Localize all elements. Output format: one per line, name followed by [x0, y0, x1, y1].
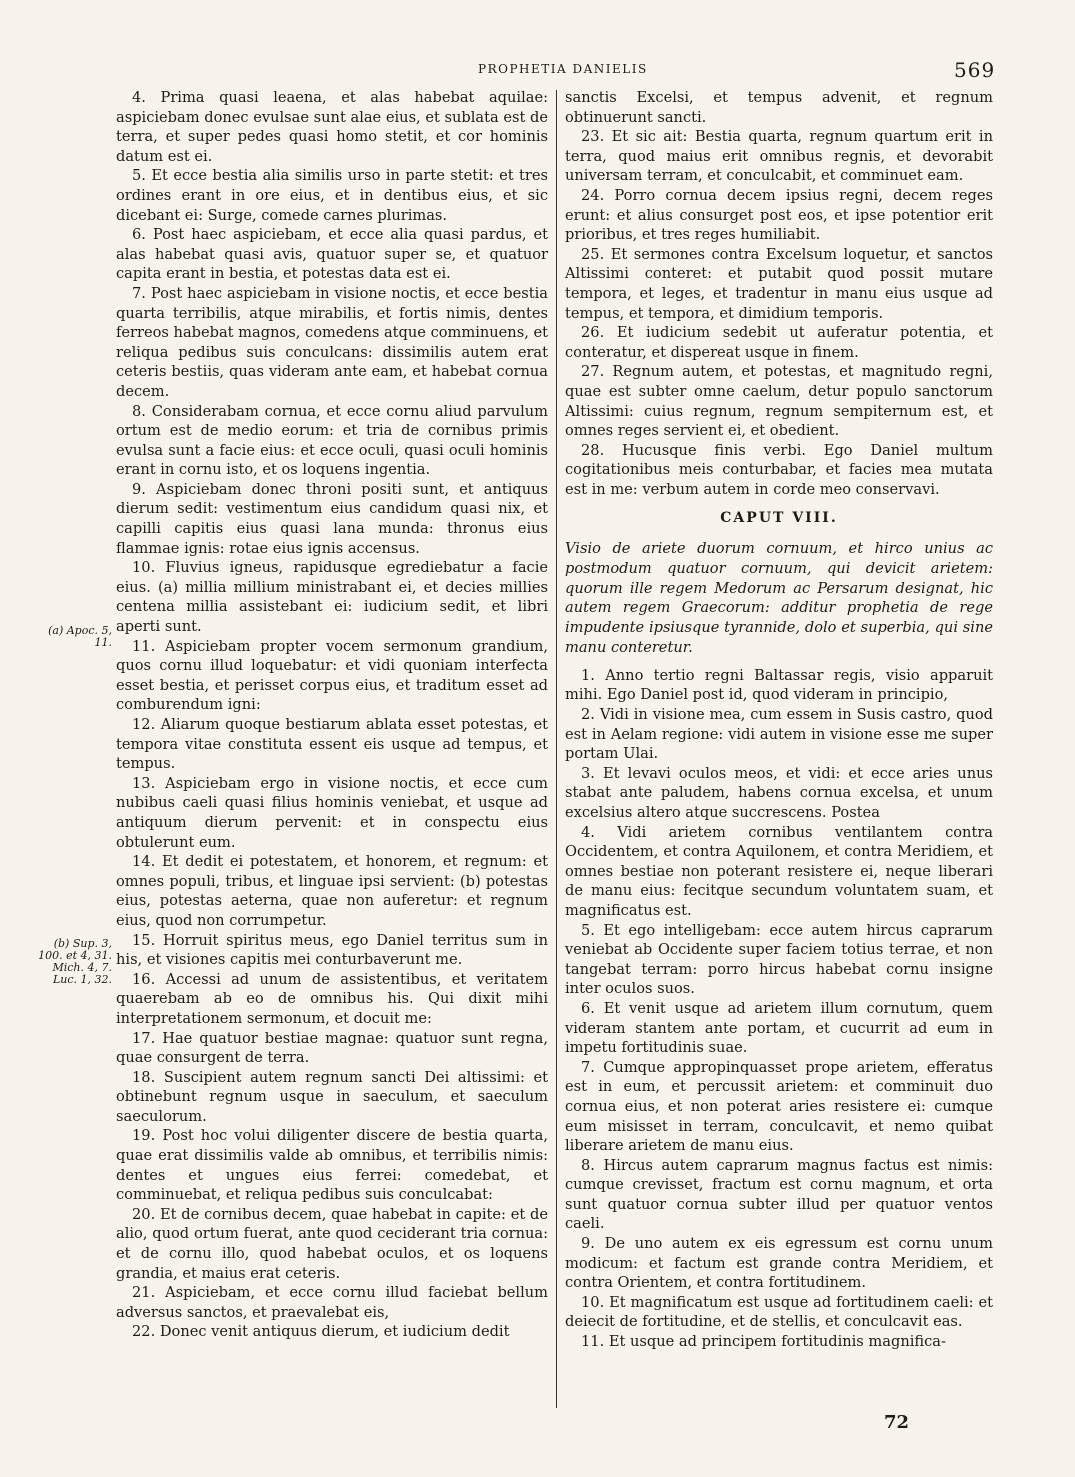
- verse: 19. Post hoc volui diligenter discere de bestia quarta, quae erat dissimilis valde ab omnibus, et terribilis nimis: dentes et ungues eius ferrei: comedebat, et comminuebat, et reliqua pedibus suis conculcabat:: [116, 1127, 548, 1204]
- verse: 28. Hucusque finis verbi. Ego Daniel multum cogitationibus meis conturbabar, et facies mea mutata est in me: verbum autem in corde meo conservavi.: [565, 441, 993, 498]
- column-divider: [556, 90, 557, 1408]
- running-title: PROPHETIA DANIELIS: [478, 62, 648, 76]
- verse: 13. Aspiciebam ergo in visione noctis, et ecce cum nubibus caeli quasi filius hominis veniebat, et usque ad antiquum dierum pervenit: et in conspectu eius obtulerunt eum.: [116, 774, 548, 851]
- verse: 3. Et levavi oculos meos, et vidi: et ecce aries unus stabat ante paludem, habens cornua excelsa, et unum excelsius altero atque succrescens. Postea: [565, 764, 993, 821]
- verse: 4. Prima quasi leaena, et alas habebat aquilae: aspiciebam donec evulsae sunt alae eius, et sublata est de terra, et super pedes quasi homo stetit, et cor hominis datum est ei.: [116, 89, 548, 165]
- page-header: [0, 58, 1075, 82]
- chapter-heading: CAPUT VIII.: [720, 510, 838, 527]
- verse: 8. Hircus autem caprarum magnus factus est nimis: cumque crevisset, fractum est cornu magnum, et orta sunt quatuor cornua subter illud per quatuor ventos caeli.: [565, 1156, 993, 1233]
- chapter-summary: Visio de ariete duorum cornuum, et hirco unius ac postmodum quatuor cornuum, qui devicit arietem: quorum ille regem Medorum ac Persarum designat, hic autem regem Graecorum: additur prophetia de rege impudente ipsiusque tyrannide, dolo et superbia, qui sine manu conteretur.: [565, 540, 993, 657]
- verse: 4. Vidi arietem cornibus ventilantem contra Occidentem, et contra Aquilonem, et contra Meridiem, et omnes bestiae non poterant resistere ei, neque liberari de manu eius: fecitque secundum voluntatem suam, et magnificatus est.: [565, 823, 993, 919]
- right-column-bottom: [565, 666, 993, 1352]
- verse: 27. Regnum autem, et potestas, et magnitudo regni, quae est subter omne caelum, detur populo sanctorum Altissimi: cuius regnum, regnum sempiternum est, et omnes reges servient ei, et obedient.: [565, 363, 993, 440]
- margin-note-b: (b) Sup. 3, 100. et 4, 31. Mich. 4, 7. Luc. 1, 32.: [38, 937, 112, 986]
- verse: sanctis Excelsi, et tempus advenit, et regnum obtinuerunt sancti.: [565, 89, 993, 126]
- verse: 11. Et usque ad principem fortitudinis magnifica-: [581, 1333, 946, 1351]
- verse: 25. Et sermones contra Excelsum loquetur, et sanctos Altissimi conteret: et putabit quod possit mutare tempora, et leges, et tradentur in manu eius usque ad tempus, et tempora, et dimidium temporis.: [565, 245, 993, 322]
- right-column-top: [565, 88, 993, 499]
- verse: 22. Donec venit antiquus dierum, et iudicium dedit: [132, 1323, 510, 1341]
- verse: 20. Et de cornibus decem, quae habebat in capite: et de alio, quod ortum fuerat, ante quod ceciderant tria cornua: et de cornu illo, quod habebat oculos, et os loquens grandia, et maius erat ceteris.: [116, 1205, 548, 1282]
- verse: 15. Horruit spiritus meus, ego Daniel territus sum in his, et visiones capitis mei conturbaverunt me.: [116, 931, 548, 969]
- verse: 12. Aliarum quoque bestiarum ablata esset potestas, et tempora vitae constituta essent eis usque ad tempus, et tempus.: [116, 716, 548, 773]
- verse: 10. Fluvius igneus, rapidusque egrediebatur a facie eius. (a) millia millium ministrabant ei, et decies millies centena millia assistebant ei: iudicium sedit, et libri aperti sunt.: [116, 559, 548, 636]
- verse: 18. Suscipient autem regnum sancti Dei altissimi: et obtinebunt regnum usque in saeculum, et saeculum saeculorum.: [116, 1068, 548, 1125]
- verse: 5. Et ego intelligebam: ecce autem hircus caprarum veniebat ab Occidente super faciem totius terrae, et non tangebat terram: porro hircus habebat cornu insigne inter oculos suos.: [565, 921, 993, 998]
- verse: 8. Considerabam cornua, et ecce cornu aliud parvulum ortum est de medio eorum: et tria de cornibus primis evulsa sunt a facie eius: et ecce oculi, quasi oculi hominis erant in cornu isto, et os loquens ingentia.: [116, 402, 548, 479]
- verse: 16. Accessi ad unum de assistentibus, et veritatem quaerebam ab eo de omnibus his. Qui dixit mihi interpretationem sermonum, et docuit me:: [116, 970, 548, 1027]
- verse: 9. Aspiciebam donec throni positi sunt, et antiquus dierum sedit: vestimentum eius candidum quasi nix, et capilli capitis eius quasi lana munda: thronus eius flammae ignis: rotae eius ignis accensus.: [116, 480, 548, 557]
- verse: 17. Hae quatuor bestiae magnae: quatuor sunt regna, quae consurgent de terra.: [116, 1029, 548, 1067]
- verse: 6. Et venit usque ad arietem illum cornutum, quem videram stantem ante portam, et cucurrit ad eum in impetu fortitudinis suae.: [565, 999, 993, 1057]
- verse: 7. Cumque appropinquasset prope arietem, efferatus est in eum, et percussit arietem: et comminuit duo cornua eius, et non poterat aries resistere ei: cumque eum misisset in terram, conculcavit, et nemo quibat liberare arietem de manu eius.: [565, 1058, 993, 1155]
- page-number: 569: [954, 58, 996, 82]
- right-column: [565, 88, 993, 1352]
- verse: 24. Porro cornua decem ipsius regni, decem reges erunt: et alius consurget post eos, et ipse potentior erit prioribus, et tres reges humiliabit.: [565, 186, 993, 244]
- verse: 9. De uno autem ex eis egressum est cornu unum modicum: et factum est grande contra Meridiem, et contra Orientem, et contra fortitudinem.: [565, 1235, 993, 1292]
- verse: 26. Et iudicium sedebit ut auferatur potentia, et conteratur, et dispereat usque in finem.: [565, 324, 993, 361]
- verse: 21. Aspiciebam, et ecce cornu illud faciebat bellum adversus sanctos, et praevalebat eis,: [116, 1284, 548, 1321]
- verse: 14. Et dedit ei potestatem, et honorem, et regnum: et omnes populi, tribus, et linguae ipsi servient: (b) potestas eius, potestas aeterna, quae non auferetur: et regnum eius, quod non corrumpetur.: [116, 853, 548, 929]
- verse: 1. Anno tertio regni Baltassar regis, visio apparuit mihi. Ego Daniel post id, quod videram in principio,: [565, 666, 993, 704]
- verse: 7. Post haec aspiciebam in visione noctis, et ecce bestia quarta terribilis, atque mirabilis, et fortis nimis, dentes ferreos habebat magnos, comedens atque comminuens, et reliqua pedibus suis conculcans: dissimilis autem erat ceteris bestiis, quas videram ante eam, et habebat cornua decem.: [116, 284, 548, 400]
- verse: 2. Vidi in visione mea, cum essem in Susis castro, quod est in Aelam regione: vidi autem in visione esse me super portam Ulai.: [565, 706, 993, 763]
- verse: 5. Et ecce bestia alia similis urso in parte stetit: et tres ordines erant in ore eius, et in dentibus eius, et sic dicebant ei: Surge, comede carnes plurimas.: [116, 167, 548, 224]
- margin-note-a: (a) Apoc. 5, 11.: [48, 624, 112, 649]
- left-column: [116, 88, 548, 1342]
- signature-mark: 72: [884, 1412, 910, 1433]
- verse: 6. Post haec aspiciebam, et ecce alia quasi pardus, et alas habebat quasi avis, quatuor super se, et quatuor capita erant in bestia, et potestas data est ei.: [116, 226, 548, 283]
- verse: 23. Et sic ait: Bestia quarta, regnum quartum erit in terra, quod maius erit omnibus regnis, et devorabit universam terram, et conculcabit, et comminuet eam.: [565, 128, 993, 185]
- verse: 10. Et magnificatum est usque ad fortitudinem caeli: et deiecit de fortitudine, et de stellis, et conculcavit eas.: [565, 1293, 993, 1331]
- verse: 11. Aspiciebam propter vocem sermonum grandium, quos cornu illud loquebatur: et vidi quoniam interfecta esset bestia, et perisset corpus eius, et traditum esset ad comburendum igni:: [116, 637, 548, 714]
